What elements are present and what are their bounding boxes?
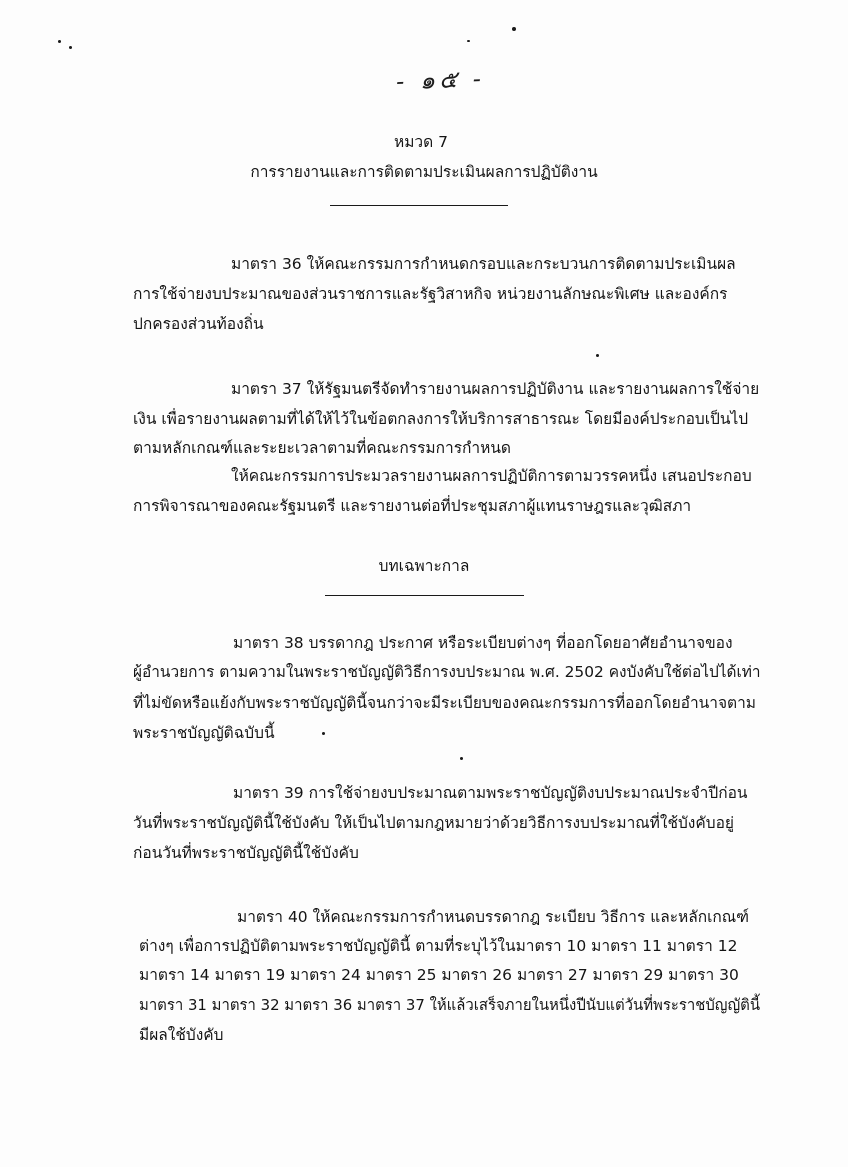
chapter-title: การรายงานและการติดตามประเมินผลการปฏิบัติงาน: [250, 163, 598, 181]
section-37-paragraph-line: ให้คณะกรรมการประมวลรายงานผลการปฏิบัติการตามวรรคหนึ่ง เสนอประกอบ: [231, 467, 752, 485]
section-38-line: พระราชบัญญัติฉบับนี้: [133, 724, 275, 742]
scan-speck: [69, 46, 72, 49]
scan-speck: [596, 354, 599, 357]
scan-speck: [58, 40, 61, 43]
section-36-line: มาตรา 36 ให้คณะกรรมการกำหนดกรอบและกระบวนการติดตามประเมินผล: [231, 255, 736, 273]
scan-speck: [322, 732, 325, 735]
section-38-line: ที่ไม่ขัดหรือแย้งกับพระราชบัญญัตินี้จนกว่าจะมีระเบียบของคณะกรรมการที่ออกโดยอำนาจตาม: [133, 694, 757, 712]
scan-speck: [512, 27, 516, 31]
chapter-heading: หมวด 7: [394, 133, 448, 151]
section-36-line: ปกครองส่วนท้องถิ่น: [133, 315, 264, 333]
chapter-title-rule: [330, 205, 508, 206]
section-40-line: มีผลใช้บังคับ: [139, 1026, 224, 1044]
scan-speck: [460, 757, 463, 760]
page-number: - ๑๕ -: [395, 64, 486, 96]
section-40-line: ต่างๆ เพื่อการปฏิบัติตามพระราชบัญญัตินี้ ตามที่ระบุไว้ในมาตรา 10 มาตรา 11 มาตรา 12: [139, 937, 738, 955]
transitional-heading: บทเฉพาะกาล: [378, 557, 470, 575]
scan-speck: [467, 40, 470, 42]
section-39-line: มาตรา 39 การใช้จ่ายงบประมาณตามพระราชบัญญัติงบประมาณประจำปีก่อน: [233, 784, 748, 802]
transitional-heading-rule: [325, 595, 524, 596]
section-38-line: ผู้อำนวยการ ตามความในพระราชบัญญัติวิธีการงบประมาณ พ.ศ. 2502 คงบังคับใช้ต่อไปได้เท่า: [133, 663, 761, 681]
section-37-line: ตามหลักเกณฑ์และระยะเวลาตามที่คณะกรรมการกำหนด: [133, 439, 512, 457]
section-38-line: มาตรา 38 บรรดากฎ ประกาศ หรือระเบียบต่างๆ ที่ออกโดยอาศัยอำนาจของ: [233, 634, 733, 652]
section-40-line: มาตรา 14 มาตรา 19 มาตรา 24 มาตรา 25 มาตรา 26 มาตรา 27 มาตรา 29 มาตรา 30: [139, 966, 739, 984]
section-39-line: ก่อนวันที่พระราชบัญญัตินี้ใช้บังคับ: [133, 844, 359, 862]
section-37-paragraph-line: การพิจารณาของคณะรัฐมนตรี และรายงานต่อที่ประชุมสภาผู้แทนราษฎรและวุฒิสภา: [133, 497, 692, 515]
section-37-line: เงิน เพื่อรายงานผลตามที่ได้ให้ไว้ในข้อตกลงการให้บริการสาธารณะ โดยมีองค์ประกอบเป็นไป: [133, 410, 749, 428]
section-40-line: มาตรา 40 ให้คณะกรรมการกำหนดบรรดากฎ ระเบียบ วิธีการ และหลักเกณฑ์: [237, 908, 750, 926]
section-39-line: วันที่พระราชบัญญัตินี้ใช้บังคับ ให้เป็นไปตามกฎหมายว่าด้วยวิธีการงบประมาณที่ใช้บังคับอยู่: [133, 814, 734, 832]
section-40-line: มาตรา 31 มาตรา 32 มาตรา 36 มาตรา 37 ให้แล้วเสร็จภายในหนึ่งปีนับแต่วันที่พระราชบัญญัตินี้: [139, 996, 761, 1014]
section-36-line: การใช้จ่ายงบประมาณของส่วนราชการและรัฐวิสาหกิจ หน่วยงานลักษณะพิเศษ และองค์กร: [133, 285, 728, 303]
section-37-line: มาตรา 37 ให้รัฐมนตรีจัดทำรายงานผลการปฏิบัติงาน และรายงานผลการใช้จ่าย: [231, 380, 760, 398]
